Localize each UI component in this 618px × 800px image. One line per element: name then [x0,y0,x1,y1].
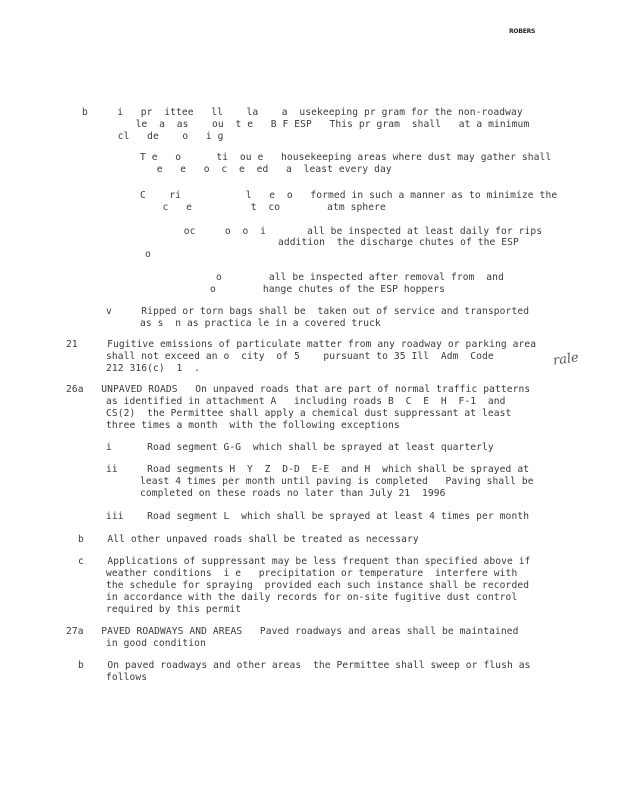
document-line: addition the discharge chutes of the ESP [278,237,519,248]
document-line: iii Road segment L which shall be sprayed at least 4 times per month [106,511,530,522]
document-line: three times a month with the following exceptions [106,420,400,431]
document-line: 21 Fugitive emissions of particulate matter from any roadway or parking area [66,339,537,350]
document-line: C ri l e o formed in such a manner as to minimize the [140,190,558,201]
document-line: o [145,249,151,260]
document-line: shall not exceed an o city of 5 pursuant to 35 Ill Adm Code [106,351,494,362]
document-line: weather conditions i e precipitation or temperature interfere with [106,568,518,579]
document-line: i Road segment G-G which shall be sprayed at least quarterly [106,442,494,453]
document-line: in accordance with the daily records for on-site fugitive dust control [106,592,518,603]
document-line: 212 316(c) 1 . [106,363,201,374]
document-line: 27a PAVED ROADWAYS AND AREAS Paved roadways and areas shall be maintained [66,626,519,637]
handwritten-note: rale [552,350,580,369]
document-line: e e o c e ed a least every day [145,164,392,175]
document-line: b On paved roadways and other areas the Permittee shall sweep or flush as [78,660,531,671]
document-line: v Ripped or torn bags shall be taken out of service and transported [106,306,530,317]
document-line: ii Road segments H Y Z D-D E-E and H which shall be sprayed at [106,464,530,475]
document-line: follows [106,672,148,683]
document-line: least 4 times per month until paving is completed Paving shall be [140,476,534,487]
document-line: CS(2) the Permittee shall apply a chemical dust suppressant at least [106,408,512,419]
document-line: T e o ti ou e housekeeping areas where dust may gather shall [140,152,552,163]
document-line: cl de o i g [106,131,224,142]
document-line: the schedule for spraying provided each such instance shall be recorded [106,580,530,591]
document-line: as s n as practica le in a covered truck [140,318,381,329]
document-line: in good condition [106,638,206,649]
document-line: as identified in attachment A including roads B C E H F-1 and [106,396,506,407]
corner-stamp: ROBERS [509,28,536,35]
document-line: o all be inspected after removal from and [216,272,504,283]
document-line: completed on these roads no later than July 21 1996 [140,488,446,499]
document-line: c e t co atm sphere [145,202,386,213]
document-line: 26a UNPAVED ROADS On unpaved roads that are part of normal traffic patterns [66,384,531,395]
document-line: oc o o i all be inspected at least daily for rips [172,226,543,237]
document-line: b All other unpaved roads shall be treated as necessary [78,534,419,545]
document-line: le a as ou t e B F ESP This pr gram shall at a minimum [118,119,530,130]
document-line: b i pr ittee ll la a usekeeping pr gram for the non-roadway [82,107,523,118]
document-line: required by this permit [106,604,242,615]
document-line: o hange chutes of the ESP hoppers [210,284,446,295]
document-line: c Applications of suppressant may be less frequent than specified above if [78,556,531,567]
